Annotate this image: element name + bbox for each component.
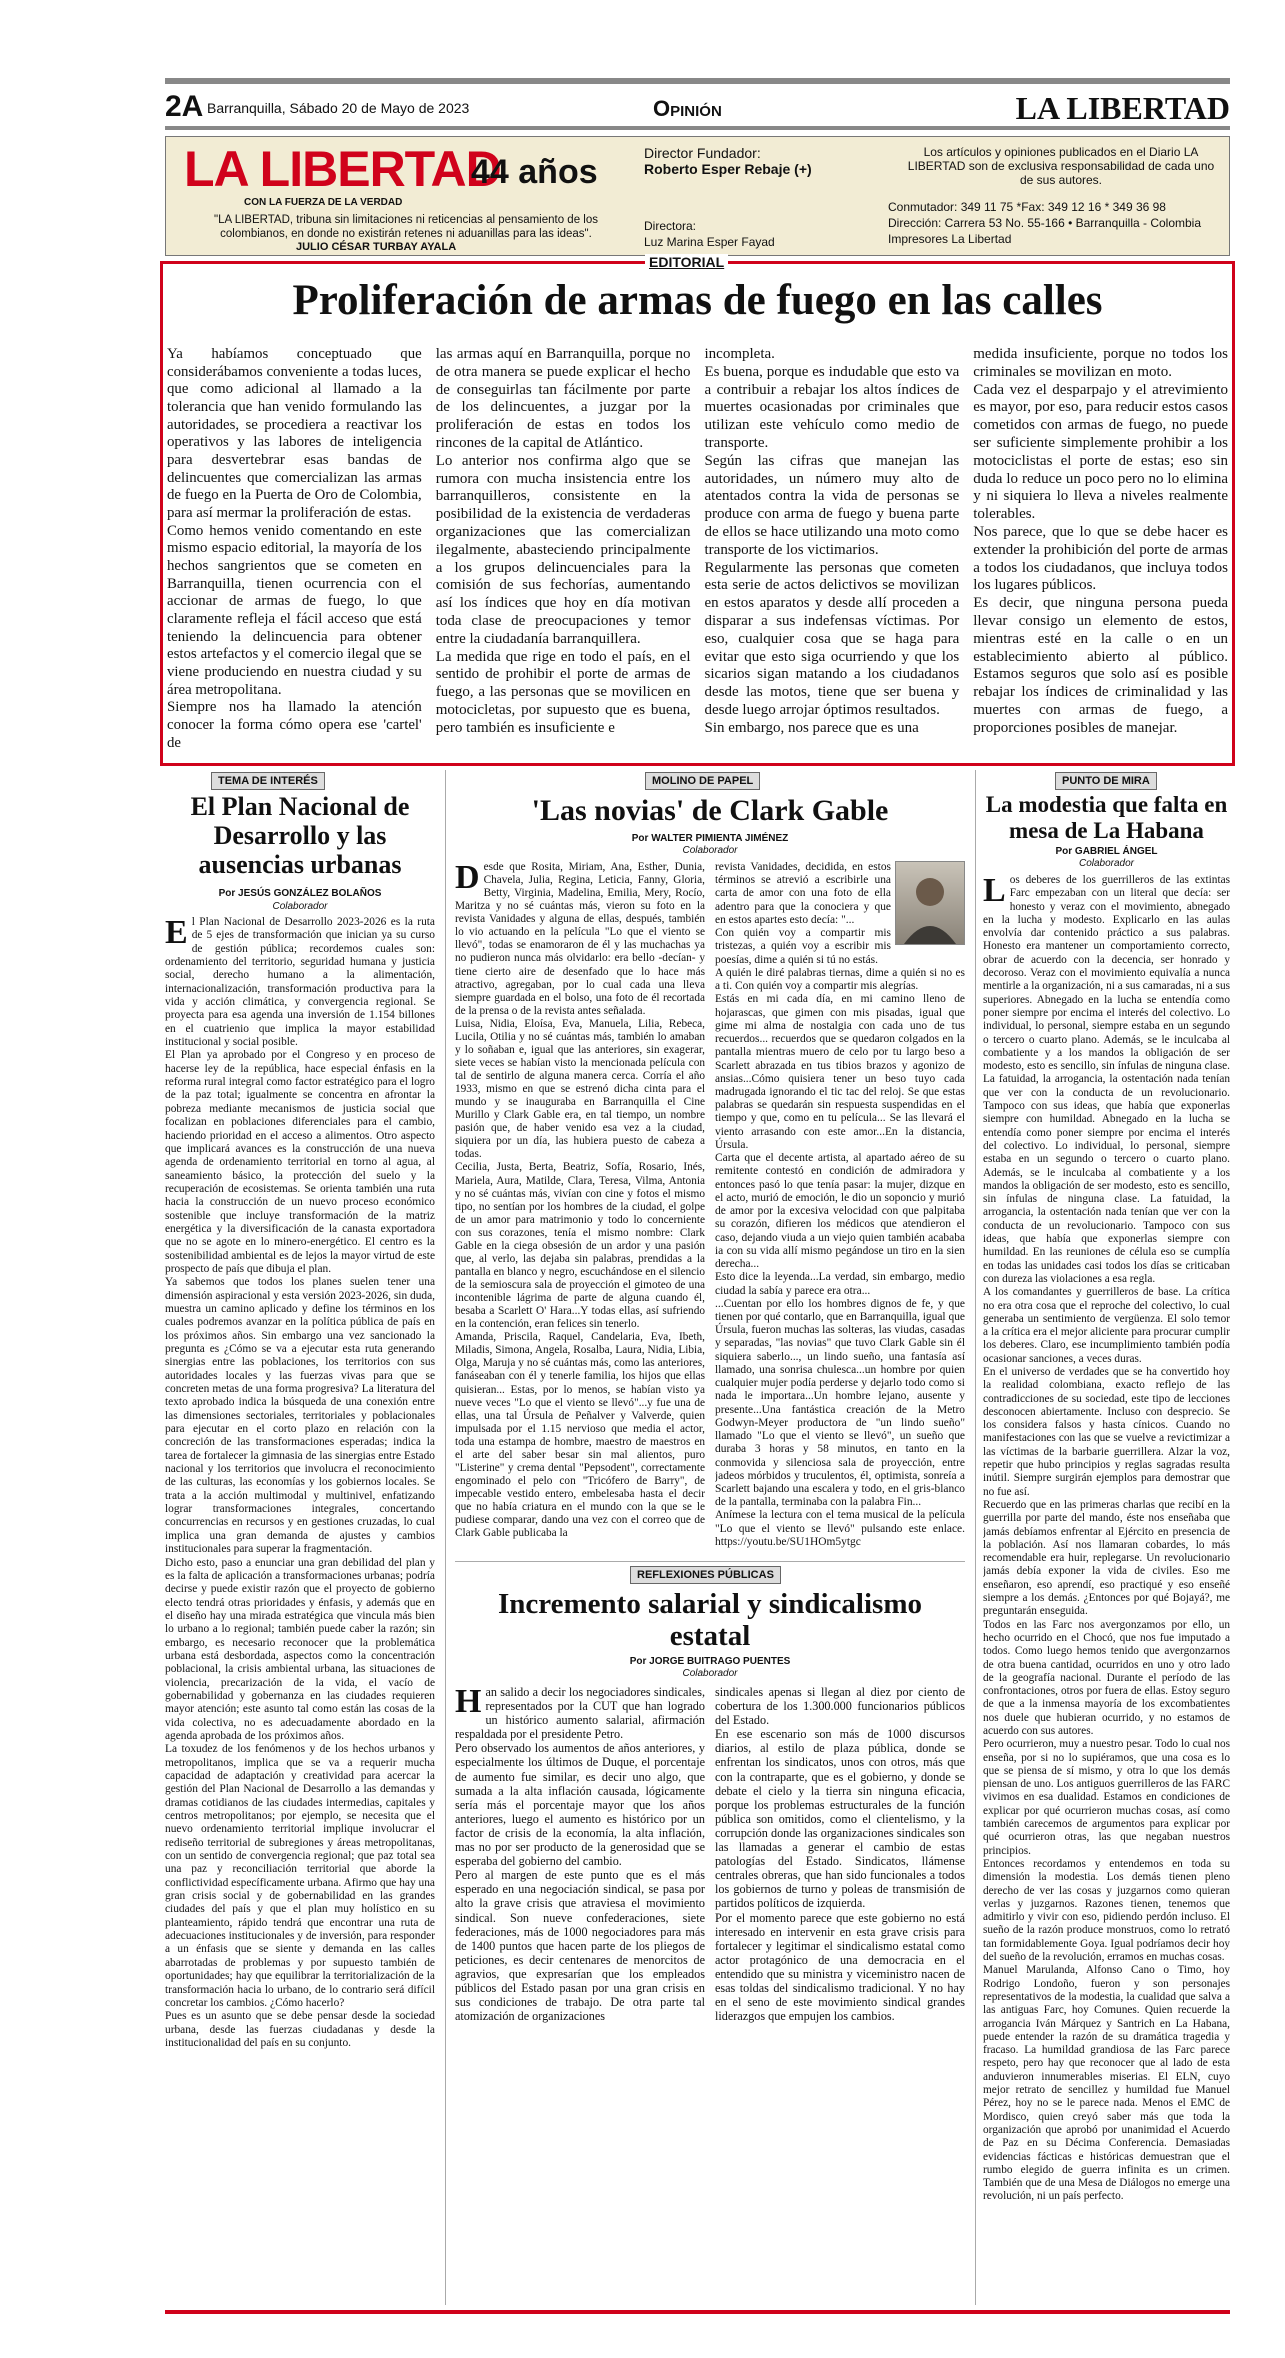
paragraph-rest: l Plan Nacional de Desarrollo 2023-2026 es la ruta de 5 ejes de transformación que inician ya su curso de gestión pública; recordemos cuales son: ordenamiento del territorio, seguridad humana y justicia social, derecho humano a la alimentación, internacionalización, transformación productiva para la vida y acción climática, y convergencia regional. Se proyecta para esa agenda una inversión de 1.154 billones en el cuatrienio que implica la mayor estabilidad institucional y social posible.: [165, 916, 435, 1049]
paragraph: Con quién voy a compartir mis tristezas, a quién voy a escribir mis poesías, dime a quién si tú no estás.: [715, 927, 891, 966]
paragraph: A quién le diré palabras tiernas, dime a quién si no es a ti. Con quién voy a compartir mis alegrías.: [715, 966, 965, 993]
paragraph: Recuerdo que en las primeras charlas que recibí en la guerrilla por parte del mando, éste nos enseñaba que jamás debíamos enfrentar al Ejército en presencia de la población. Así nos llamaran cobardes, lo más recomendable era huir, replegarse. Un revolucionario jamás debía exponer la vida de civiles. Eso me enseñaron, eso aprendí, eso practiqué y eso enseñé siempre a los demás. ¿Entonces por qué Bojayá?, me preguntarán enseguida.: [983, 1498, 1230, 1618]
paragraph: Es decir, que ninguna persona pueda llevar consigo un elemento de estos, mientras esté en la calle o en un establecimiento abierto al público. Estamos seguros que solo así es posible rebajar los índices de criminalidad y las muertes con armas de fuego, a proporciones posibles de manejar.: [973, 595, 1228, 736]
page-number: 2A: [165, 90, 204, 123]
masthead-years: 44 años: [471, 153, 598, 191]
paragraph: Anímese la lectura con el tema musical de la película "Lo que el viento se llevó" pulsando este enlace. https://youtu.be/SU1HOm5ytgc: [715, 1509, 965, 1548]
left-article-title: El Plan Nacional de Desarrollo y las ausencias urbanas: [190, 792, 410, 879]
paragraph: [455, 861, 705, 1018]
right-article-byline: Por GABRIEL ÁNGEL: [1055, 846, 1158, 857]
center-article-role: Colaborador: [682, 845, 738, 856]
paragraph: En ese escenario son más de 1000 discursos diarios, al estilo de plaza pública, donde se enfrentan los sindicatos, unos con otros, más que con la contraparte, que es el gobierno, y donde se debate el cielo y la tierra sin ninguna eficacia, porque los problemas estructurales de la función pública son omitidos, como el clientelismo, y la corrupción donde las organizaciones sindicales son las llamadas a generar el cambio de estas patologías del Estado. Sindicatos, llámense centrales obreras, que han sido funcionales a todos los gobiernos de turno y poleas de transmisión de partidos políticos de izquierda.: [715, 1727, 965, 1911]
paragraph-rest: an salido a decir los negociadores sindicales, representados por la CUT que han logrado un histórico aumento salarial, afirmación respaldada por el presidente Petro.: [455, 1685, 705, 1742]
paragraph: medida insuficiente, porque no todos los criminales se movilizan en moto.: [973, 346, 1228, 380]
lower-article-role: Colaborador: [682, 1668, 738, 1679]
masthead: [165, 136, 1230, 256]
paragraph: [983, 874, 1230, 1286]
header-rule: [165, 126, 1230, 130]
masthead-quote: "LA LIBERTAD, tribuna sin limitaciones ni reticencias al pensamiento de los colombianos, en donde no existirán retenes ni aduanillas para las ideas".: [214, 214, 598, 240]
paragraph: Cada vez el desparpajo y el atrevimiento es mayor, por eso, para reducir estos casos cometidos con armas de fuego, no puede ser suficiente simplemente prohibir a los motociclistas el porte de estas; eso sin duda lo reduce un poco pero no lo elimina y ni siquiera lo lleva a niveles realmente tolerables.: [973, 381, 1228, 523]
center-article-column: [715, 861, 965, 1549]
editorial-column: [436, 346, 691, 752]
left-article-role: Colaborador: [272, 901, 328, 912]
paragraph-rest: esde que Rosita, Miriam, Ana, Esther, Dunia, Chavela, Julia, Regina, Leticia, Fanny, Gloria, Betty, Virginia, Madelina, Emilia, Mery, Rocío, Maritza y no sé cuántas más, vieron su foto en la revista Vanidades y alguna de ellas, después, también lo vio actuando en la película "Lo que el viento se llevó", todas se enamoraron de él y las muchachas ya no pudieron nunca más olvidarlo: era bello -decían- y tiene cierto aire de desenfado que lo hace más atractivo, agregaban, por lo cual cada una lleva siempre guardada en el bolso, una foto de él recortada de la prensa o de la revista antes señalada.: [455, 861, 705, 1017]
paragraph: La toxudez de los fenómenos y de los hechos urbanos y metropolitanos, implica que se va a requerir mucha capacidad de adaptación y creatividad para acercar la gestión del Plan Nacional de Desarrollo a las demandas y dramas cotidianos de las ciudades intermedias, capitales y centros metropolitanos; por ejemplo, se necesita que el nuevo ordenamiento territorial implique involucrar el rediseño territorial de subregiones y áreas metropolitanas, con un sentido de convergencia regional; que paz total sea una paz y reconciliación territorial que aborde la conflictividad específicamente urbana. Afirmo que hay una gran crisis social y de gobernabilidad en las grandes ciudades del país y que el plan muy holístico en su planteamiento, rápido tendrá que encontrar una ruta de adecuaciones institucionales y de inversión, para responder a un énfasis que se siente y demanda en las calles abarrotadas de problemas y por supuesto también de oportunidades; hay que equilibrar la territorialización de la transformación hacia lo urbano, de lo contrario será difícil concretar los cambios. ¿Cómo hacerlo?: [165, 1743, 435, 2009]
lower-article-column: [455, 1685, 705, 2023]
address: Dirección: Carrera 53 No. 55-166 • Barranquilla - Colombia: [888, 216, 1202, 230]
paragraph: Carta que el decente artista, al apartado aéreo de su remitente contestó en condición de admiradora y entonces pasó lo que tenía pasar: la mujer, dizque en el acto, murió de emoción, le dio un soponcio y murió de amor por la excesiva velocidad con que palpitaba su corazón, difieren los médicos que atendieron el caso, dejando viuda a un viejo quien también acababa ia con su vida allí mismo pegándose un tiro en la sien derecha...: [715, 1152, 965, 1271]
masthead-logo: LA LIBERTAD: [184, 141, 501, 197]
printer: Impresores La Libertad: [888, 232, 1012, 246]
editorial-column: [167, 346, 422, 752]
paragraph: Como hemos venido comentando en este mismo espacio editorial, la mayoría de los hechos sangrientos que se cometen en Barranquilla, tienen ocurrencia con el accionar de armas de fuego, lo que claramente refleja el fácil acceso que está teniendo la delincuencia para obtener estos artefactos y el comercio ilegal que se viene produciendo en nuestra ciudad y su área metropolitana.: [167, 522, 422, 698]
paragraph: En el universo de verdades que se ha convertido hoy la realidad colombiana, exacto reflejo de las contradicciones de su sociedad, este tipo de lecciones desconocen abiertamente. Incluso con desprecio. Se los considera falsos y hasta cínicos. Cuando no manifestaciones con las que se vuelve a revictimizar a las víctimas de la barbarie guerrillera. Alzar la voz, repetir que hubo principios y reglas sagradas resulta inútil. Siempre surgirán ejemplos para demostrar que no fue así.: [983, 1365, 1230, 1498]
column-divider: [445, 770, 446, 2305]
paragraph: Esto dice la leyenda...La verdad, sin embargo, medio ciudad la sabía y parece era otra...: [715, 1271, 965, 1297]
lower-article-label: REFLEXIONES PÚBLICAS: [630, 1566, 781, 1584]
brand-title: LA LIBERTAD: [1015, 90, 1230, 126]
top-rule: [165, 78, 1230, 84]
left-article-byline: Por JESÚS GONZÁLEZ BOLAÑOS: [218, 888, 382, 899]
paragraph: Según las cifras que manejan las autoridades, un número muy alto de atentados contra la vida de personas se produce con arma de fuego y buena parte de ellos se hace utilizando una moto como transporte de los victimarios.: [704, 452, 960, 558]
paragraph: Lo anterior nos confirma algo que se rumora con mucha insistencia entre los barranquilleros, consistente en la posibilidad de la existencia de verdaderas organizaciones que las comercializan ilegalmente, abasteciendo principalmente a los grupos delincuenciales para la comisión de sus fechorías, aumentando así los índices que hoy en día motivan toda clase de preocupaciones y temor entre la ciudadanía barranquillera.: [435, 452, 691, 647]
drop-cap: E: [165, 916, 188, 951]
date-line: Barranquilla, Sábado 20 de Mayo de 2023: [207, 100, 470, 116]
right-article-body: [983, 874, 1230, 2204]
bottom-rule: [165, 2310, 1230, 2314]
paragraph: La medida que rige en todo el país, en el sentido de prohibir el porte de armas de fuego, a las personas que se movilicen en motocicletas, por supuesto que es buena, pero también es insuficiente e: [435, 648, 691, 736]
paragraph: [455, 1685, 705, 1741]
page-header: [165, 88, 1230, 124]
lower-article-title: Incremento salarial y sindicalismo estatal: [498, 1588, 922, 1652]
paragraph: Pero al margen de este punto que es el más esperado en una negociación sindical, se pasa por alto la grave crisis que atraviesa el movimiento sindical. Son nueve confederaciones, siete federaciones, más de 1000 negociadores para más de 1400 puntos que hacen parte de los pliegos de peticiones, es decir centenares de menorcitos de agravios, que expresarían que los empleados públicos del Estado pasan por una gran crisis en sus condiciones de trabajo. De otra parte tal atomización de organizaciones: [455, 1868, 705, 2024]
founder-label: Director Fundador:: [644, 145, 761, 161]
paragraph: Regularmente las personas que cometen esta serie de actos delictivos se movilizan en estos aparatos y desde allí proceden a disparar a sus indefensas víctimas. Por eso, cualquier cosa que se haga para evitar que esto siga ocurriendo y que los sicarios sigan matando a los ciudadanos desde las motos, tiene que ser buena y desde luego arrojar óptimos resultados.: [704, 559, 960, 718]
column-divider: [975, 770, 976, 2305]
paragraph: Pues es un asunto que se debe pensar desde la sociedad urbana, desde las fuerzas ciudadanas y desde la institucionalidad del país en su conjunto.: [165, 2010, 435, 2049]
paragraph: Manuel Marulanda, Alfonso Cano o Timo, hoy Rodrigo Londoño, fueron y son personajes representativos de la modestia, la cualidad que salva a las antiguas Farc, hoy Comunes. Quien recuerde la arrogancia Iván Márquez y Santrich en La Habana, puede entender la razón de su dramática tragedia y fracaso. La humildad grandiosa de las Farc parece respeto, pero hay que reconocer que al lado de esta anduvieron innumerables miserias. El ELN, cuyo mejor retrato de sencillez y humildad fue Manuel Pérez, hoy no se le parece nada. Menos el EMC de Mordisco, quien creyó saber más que toda la organización que aprobó por unanimidad el Acuerdo de Paz en su Décima Conferencia. Demasiadas evidencias fácticas e históricas demuestran que el rumbo elegido de guerra infinita es un crimen. También que de una Mesa de Diálogos no emerge una revolución, ni un país perfecto.: [983, 1964, 1230, 2203]
paragraph: revista Vanidades, decidida, en estos términos se atrevió a escribirle una carta de amor con una foto de ella adentro para que la conociera y que en estos apartes esto decía: "...: [715, 861, 891, 926]
photo-spacer: [891, 861, 965, 947]
editorial-title: Proliferación de armas de fuego en las calles: [292, 277, 1103, 324]
paragraph: ...Cuentan por ello los hombres dignos de fe, y que tienen por qué contarlo, que en Barranquilla, igual que Úrsula, fueron muchas las solteras, las viudas, casadas y separadas, "las novias" que tuvo Clark Gable sin él siquiera saberlo..., un lindo sueño, una fantasía así llamado, una sonrisa chulesca...un hombre por quien cualquier mujer podía perderse y dejarlo todo como si nada le importara...Un hombre lejano, ausente y presente...Una fantástica creación de la Metro Godwyn-Meyer productora de "un lindo sueño" llamado "Lo que el viento se llevó", un sueño que duraba 3 horas y 58 minutos, en tanto en la conmovida y silenciosa sala de proyección, entre jadeos mórbidos y truculentos, él, optimista, sonreía a Scarlett bajando una escalera y todo, en el gris-blanco de la pantalla, terminaba con la palabra Fin...: [715, 1297, 965, 1509]
paragraph: [165, 916, 435, 1049]
switchboard: Conmutador: 349 11 75 *Fax: 349 12 16 * 349 36 98: [888, 200, 1166, 214]
editorial-column: [973, 346, 1228, 752]
editorial-label: EDITORIAL: [645, 254, 728, 270]
drop-cap: D: [455, 861, 480, 896]
masthead-slogan: CON LA FUERZA DE LA VERDAD: [244, 197, 403, 208]
section-title: Opinión: [653, 96, 722, 121]
paragraph: Nos parece, que lo que se debe hacer es extender la prohibición del porte de armas a todos los ciudadanos, que incluya todos los lugares públicos.: [973, 523, 1228, 594]
paragraph: El Plan ya aprobado por el Congreso y en proceso de hacerse ley de la república, hace especial énfasis en la reforma rural integral como factor estratégico para el logro de la paz total; igualmente se concentra en afrontar la pobreza mediante mecanismos de justicia social que focalizan en poblaciones diferenciales para el cambio, haciendo prioridad en el acceso a alimentos. Otro aspecto que implicará avances es la construcción de una nueva agenda de ordenamiento territorial en torno al agua, al saneamiento básico, la protección del suelo y la recuperación de ecosistemas. Se orienta también una ruta hacia la construcción de un nuevo proceso económico sostenible que incluye transformación de la matriz energética y la diversificación de la canasta exportadora que no se agote en lo minero-energético. El centro es la sostenibilidad ambiental es de lejos la mayor virtud de este prospecto de país que dibuja el plan.: [165, 1049, 435, 1275]
paragraph: Amanda, Priscila, Raquel, Candelaria, Eva, Ibeth, Miladis, Simona, Angela, Rosalba, Laura, Nidia, Libia, Olga, Maruja y no sé cuántas más, como las anteriores, fanáseaban con él y tenerle familia, los hijos que ellas quisieran... Estas, por lo menos, se habían visto ya nueve veces "Lo que el viento se llevó"...y fue una de ellas, una tal Úrsula de Peñalver y Valverde, quien impulsada por el 1.15 nervioso que media el actor, toda una estampa de hombre, maestro de maestros en el arte del saber besar sin mal alientos, puro "Listerine" y crema dental "Pepsodent", correctamente engominado el pelo con "Tricófero de Barry", de impecable vestido entero, embelesaba hasta el decir que no había criatura en el mundo con la que se le pudiese comparar, dando una vez con el correo que de Clark Gable publicaba la: [455, 1331, 705, 1540]
paragraph: incompleta.: [704, 346, 775, 362]
center-article-byline: Por WALTER PIMIENTA JIMÉNEZ: [631, 833, 789, 844]
paragraph: Por el momento parece que este gobierno no está interesado en intervenir en esta grave crisis para fortalecer y legitimar el sindicalismo estatal como actor protagónico de una democracia en el entendido que su ministra y viceministro nacen de esas toldas del sindicalismo tradicional. Y no hay en el seno de este movimiento sindical grandes liderazgos que empujen los cambios.: [715, 1910, 965, 2024]
left-article-body: [165, 916, 435, 2050]
paragraph: Siempre nos ha llamado la atención conocer la forma cómo opera ese 'cartel' de: [167, 699, 422, 751]
right-article-role: Colaborador: [1078, 858, 1135, 869]
responsibility-note: Los artículos y opiniones publicados en el Diario LA LIBERTAD son de exclusiva responsabilidad de cada uno de sus autores.: [907, 145, 1215, 187]
paragraph: Sin embargo, nos parece que es una: [704, 719, 919, 736]
right-article-title: La modestia que falta en mesa de La Habana: [985, 792, 1228, 843]
paragraph: Dicho esto, paso a enunciar una gran debilidad del plan y es la falta de aplicación a transformaciones urbanas; podría decirse y puede existir razón que el proyecto de gobierno electo tendrá otras prioridades y énfasis, y además que en el diseño hay una mirada estratégica que vincula más bien lo urbano a lo regional; también puede caber la razón; sin embargo, es necesario reconocer que la problemática urbana está desbordada, aspectos como la concentración poblacional, la crisis ambiental urbana, las situaciones de violencia, precarización de la vida, el vacío de gobernabilidad y gobernanza en las ciudades requieren mayor atención; este asunto tal como están las cosas de la vida colectiva, no es adecuadamente abordado en la agenda aprobada de los próximos años.: [165, 1556, 435, 1742]
founder-name: Roberto Esper Rebaje (+): [644, 161, 812, 177]
paragraph: Ya sabemos que todos los planes suelen tener una dimensión aspiracional y esta versión 2023-2026, sin duda, muestra un camino aplicado y define los términos en los cuales podremos avanzar en la política pública de país en los próximos años. Sin embargo una vez sancionado la pregunta es ¿Cómo se va a ejecutar esta ruta generando sinergias entre las poblaciones, los territorios con sus autoridades locales y las fuerzas vivas para que se concreten metas de una forma progresiva? La literatura del texto aprobado indica la búsqueda de una conexión entre las dimensiones sectoriales, territoriales y poblacionales para ejecutar en el corto plazo en relación con la concreción de las transformaciones esperadas; indica la tarea de fortalecer la gimnasia de las sinergias entre Estado nacional y los territorios que involucra el reconocimiento de las culturas, las economías y los gobiernos locales. Se trata a la acción multimodal y multinivel, enfatizando lograr transformaciones integrales, concertando concurrencias en recursos y en gestiones cruzadas, lo cual implica una gran demanda de ajustes y cambios institucionales para superar la fragmentación.: [165, 1276, 435, 1556]
paragraph: Estás en mi cada día, en mi camino lleno de hojarascas, que gimen con mis pisadas, igual que gime mi alma de nostalgia con cada uno de tus recuerdos... recuerdos que se quedaron colgados en la pantalla mientras muero de celo por tu largo beso a Scarlett abrazada en tus tibios brazos y agonizo de ansias...Cómo quisiera tener un beso tuyo cada madrugada ignorando el tic tac del reloj. Se que estas palabras se quedarán sin respuesta suspendidas en el tiempo y que, como en tu película... Se las llevará el viento arrasando con este amor...En la distancia, Úrsula.: [715, 993, 965, 1151]
paragraph: Es buena, porque es indudable que esto va a contribuir a rebajar los altos índices de muertes ocasionadas por criminales que utilizan este vehículo como medio de transporte.: [704, 363, 960, 451]
paragraph: Pero observado los aumentos de años anteriores, y especialmente los últimos de Duque, el porcentaje de aumento fue similar, es decir uno algo, que sumada a la alta inflación causada, lógicamente sería más el porcentaje mayor que los años anteriores, luego el aumento es histórico por un factor de crisis de la economía, la alta inflación, mas no por ser producto de la generosidad que se esperaba del gobierno del cambio.: [455, 1741, 705, 1869]
left-article-label: TEMA DE INTERÉS: [211, 772, 325, 790]
paragraph: Luisa, Nidia, Eloísa, Eva, Manuela, Lilia, Rebeca, Lucila, Otilia y no sé cuántas más, también lo amaban y lo soñaban e, igual que las anteriores, sin exagerar, siete veces se habían visto la mencionada película con tal de sentirlo de alguna manera cerca. Corría el año 1933, mismo en que se estrenó dicha cinta para el mundo y se inauguraba en Barranquilla el Cine Murillo y Clark Gable era, en tal tiempo, un nombre pasión que, de haber venido esa vez a la ciudad, siquiera por un día, las hubiera puesto de cabeza a todas.: [455, 1017, 705, 1161]
director-name: Luz Marina Esper Fayad: [644, 235, 775, 249]
paragraph: Ya habíamos conceptuado que considerábamos conveniente a todas luces, que como adicional al llamado a la tolerancia que han venido formulando las autoridades, se procediera a reactivar los operativos y las labores de inteligencia para desvertebrar esas bandas de delincuentes que comercializan las armas de fuego en la Puerta de Oro de Colombia, para así mermar la proliferación de estas.: [167, 346, 422, 522]
masthead-quote-author: JULIO CÉSAR TURBAY AYALA: [296, 241, 457, 253]
lower-article-column: [715, 1685, 965, 2023]
editorial-columns: [167, 346, 1228, 752]
center-article-label: MOLINO DE PAPEL: [645, 772, 760, 790]
right-article-label: PUNTO DE MIRA: [1055, 772, 1157, 790]
drop-cap: L: [983, 874, 1006, 909]
paragraph: Todos en las Farc nos avergonzamos por ello, un hecho ocurrido en el Chocó, que nos fue imputado a todos. Como luego hemos tenido que avergonzarnos de otra buena cantidad, ocurridos en uno y otro lado de la geografía nacional. Durante el período de las confrontaciones, otros por fuera de ellas. Estoy seguro de que a la inmensa mayoría de los excombatientes nos duele que hubieran ocurrido, y no estamos de acuerdo con sus autores.: [983, 1618, 1230, 1737]
director-label: Directora:: [644, 219, 697, 233]
paragraph: Cecilia, Justa, Berta, Beatriz, Sofía, Rosario, Inés, Mariela, Aura, Matilde, Clara, Teresa, Vilma, Antonia y no sé cuántas más, vivían con cine y fotos el mismo tipo, no sentían por los hombres de la ciudad, el golpe de un amor para matrimonio y todo lo concerniente con sus corazones, tenía el mismo nombre: Clark Gable en la ciega obsesión de un ardor y una pasión que, al verlo, las dejaba sin palabras, prendidas a la pantalla en blanco y negro, escuchándose en el silencio de la semioscura sala de proyección el gimoteo de una incontenible lágrima de parte de alguna cuando él, besaba a Scarlett O' Hara...Y todas ellas, así sufriendo en la contención, eran felices sin tenerlo.: [455, 1161, 705, 1331]
paragraph: las armas aquí en Barranquilla, porque no de otra manera se puede explicar el hecho de conseguirlas tan fácilmente por parte de los delincuentes, a juzgar por la proliferación de estas en todos los rincones de la capital de Atlántico.: [435, 346, 691, 451]
paragraph: Pero ocurrieron, muy a nuestro pesar. Todo lo cual nos enseña, por si no lo supiéramos, que una cosa es lo que se piensa de sí mismo, y otra lo que los demás piensan de uno. Los antiguos guerrilleros de las FARC vivimos en esa dualidad. Estamos en condiciones de explicar por qué ocurrieron muchas cosas, así como también carecemos de argumentos para explicar por qué ocurrieron otras, las que negaban nuestros principios.: [983, 1738, 1230, 1857]
contact-block: [888, 199, 1228, 247]
editorial-column: [705, 346, 960, 752]
section-divider: [455, 1561, 965, 1562]
paragraph: sindicales apenas si llegan al diez por ciento de cobertura de los 1.300.000 funcionarios públicos del Estado.: [715, 1685, 965, 1728]
lower-article-byline: Por JORGE BUITRAGO PUENTES: [629, 1656, 791, 1667]
center-article-title: 'Las novias' de Clark Gable: [531, 794, 889, 827]
center-article-column: [455, 861, 705, 1540]
paragraph: Entonces recordamos y entendemos en toda su dimensión la modestia. Los demás tienen pleno derecho de ver las cosas y juzgarnos como quieran verlas y juzgarnos. Razones tienen, tenemos que admitirlo y vivir con eso, pidiendo perdón incluso. El sueño de la razón produce monstruos, como lo retrató tan formidablemente Goya. Igual podríamos decir hoy del sueño de la revolución, erramos en muchas cosas.: [983, 1857, 1230, 1964]
paragraph: A los comandantes y guerrilleros de base. La crítica no era otra cosa que el reproche del colectivo, lo cual generaba un sentimiento de vergüenza. El solo temor a la crítica era el mejor aliciente para procurar cumplir los deberes. Claro, ese incumplimiento también podía ocasionar sanciones, a veces duras.: [983, 1286, 1230, 1365]
paragraph-rest: os deberes de los guerrilleros de las extintas Farc empezaban con un literal que decía: ser honesto y veraz con el movimiento, abnegado en la lucha y modesto. Explicarlo en las aulas envolvía dar contenido práctico a sus palabras. Honesto era mantener un comportamiento correcto, obrar de acuerdo con la decencia, ser honrado y decoroso. Veraz con el movimiento equivalía a nunca mentirle a la organización, ni a sus camaradas, ni a sus superiores. Abnegado en la lucha se entendía como poner siempre por encima el interés del colectivo. Lo individual, lo personal, siempre estaba en un segundo o tercero o cuarto plano. Además, se le inculcaba al combatiente y a los mandos la obligación de ser modesto, esto es sencillo, sin ínfulas de ninguna clase. La fatuidad, la arrogancia, la ostentación nada tenían que ver con la conducta de un revolucionario. Tampoco con sus ideas, que había que exponerlas siempre con humildad. Abnegado en la lucha se entendía como poner siempre por encima el interés del colectivo. Lo individual, lo personal, siempre estaba en un segundo o tercero o cuarto plano. Además, se le inculcaba al combatiente y a los mandos la obligación de ser modesto, esto es sencillo, sin ínfulas de ninguna clase. La fatuidad, la arrogancia, la ostentación nada tenían que ver con la conducta de un revolucionario. Tampoco con sus ideas, que había que exponerlas siempre con humildad. En las reuniones de célula eso se cumplía en todas las unidades casi todos los días se criticaban con dureza las violaciones a esa regla.: [983, 874, 1230, 1285]
drop-cap: H: [455, 1685, 482, 1720]
